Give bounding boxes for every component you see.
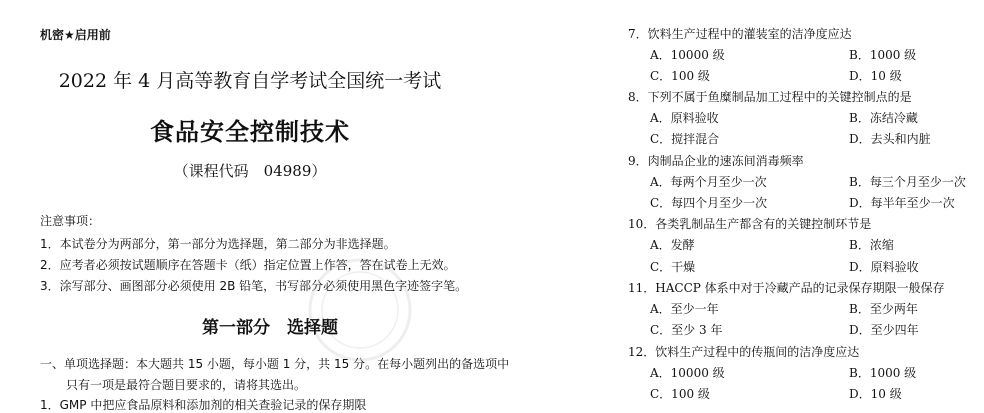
option-a: A．每两个月至少一次 <box>650 175 767 189</box>
option-a: A．发酵 <box>650 238 695 252</box>
option-a: A．原料验收 <box>650 111 719 125</box>
notice-heading: 注意事项： <box>40 214 101 228</box>
option-b: B．冻结冷藏 <box>849 111 918 125</box>
option-b: B．每三个月至少一次 <box>849 175 966 189</box>
option-c: C．100 级 <box>650 69 710 83</box>
course-code: （课程代码 04989） <box>173 162 327 180</box>
option-a: A．至少一年 <box>650 302 719 316</box>
option-b: B．1000 级 <box>849 366 917 380</box>
notice-item: 3．涂写部分、画图部分必须使用 2B 铅笔，书写部分必须使用黑色字迹签字笔。 <box>40 279 468 293</box>
option-a: A．10000 级 <box>650 366 725 380</box>
question-stem: 10．各类乳制品生产都含有的关键控制环节是 <box>628 217 872 231</box>
option-d: D．10 级 <box>849 69 902 83</box>
confidential-label: 机密★启用前 <box>40 28 111 42</box>
option-d: D．原料验收 <box>849 260 919 274</box>
option-c: C．搅拌混合 <box>650 132 720 146</box>
part-heading: 第一部分 选择题 <box>202 318 338 338</box>
question-stem: 9．肉制品企业的速冻间消毒频率 <box>628 154 804 168</box>
section-instruction: 一、单项选择题：本大题共 15 小题，每小题 1 分，共 15 分。在每小题列出的备选项中 <box>40 357 510 371</box>
exam-title: 2022 年 4 月高等教育自学考试全国统一考试 <box>58 70 442 92</box>
option-c: C．每四个月至少一次 <box>650 196 768 210</box>
question-stem: 8．下列不属于鱼糜制品加工过程中的关键控制点的是 <box>628 90 912 104</box>
option-d: D．去头和内脏 <box>849 132 931 146</box>
question-stem: 12．饮料生产过程中的传瓶间的洁净度应达 <box>628 345 860 359</box>
option-b: B．浓缩 <box>849 238 894 252</box>
notice-item: 2．应考者必须按试题顺序在答题卡（纸）指定位置上作答，答在试卷上无效。 <box>40 258 456 272</box>
option-d: D．10 级 <box>849 387 902 401</box>
section-instruction-cont: 只有一项是最符合题目要求的，请将其选出。 <box>66 378 307 392</box>
question-stem: 11．HACCP 体系中对于冷藏产品的记录保存期限一般保存 <box>628 281 945 295</box>
option-d: D．至少四年 <box>849 323 919 337</box>
subject-title: 食品安全控制技术 <box>150 117 350 146</box>
option-b: B．1000 级 <box>849 48 917 62</box>
question-stem: 7．饮料生产过程中的灌装室的洁净度应达 <box>628 27 852 41</box>
option-c: C．至少 3 年 <box>650 323 723 337</box>
option-c: C．干燥 <box>650 260 696 274</box>
notice-item: 1．本试卷分为两部分，第一部分为选择题，第二部分为非选择题。 <box>40 237 396 251</box>
option-c: C．100 级 <box>650 387 710 401</box>
option-a: A．10000 级 <box>650 48 725 62</box>
question-1-partial: 1．GMP 中把应食品原料和添加剂的相关查验记录的保存期限 <box>40 398 367 412</box>
option-b: B．至少两年 <box>849 302 918 316</box>
option-d: D．每半年至少一次 <box>849 196 955 210</box>
